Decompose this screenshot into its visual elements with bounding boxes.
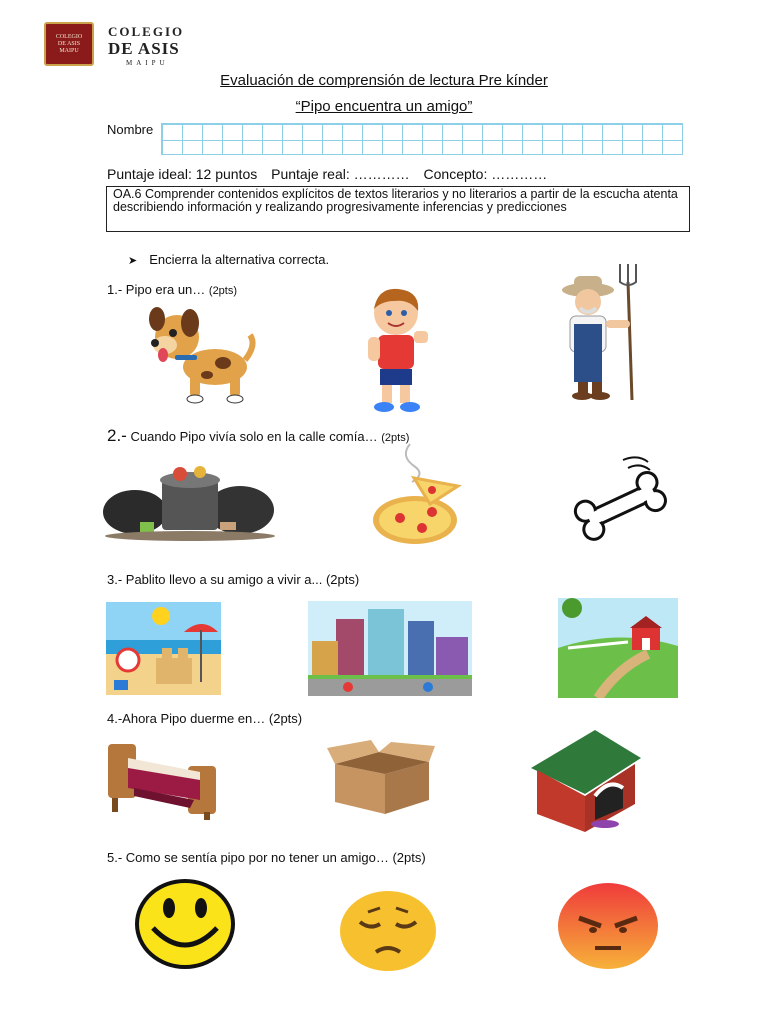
angry-face-icon[interactable] [557, 882, 659, 970]
school-name-line2: DE ASIS [108, 39, 180, 58]
school-name-line3: MAIPU [126, 59, 169, 67]
question-points: (2pts) [325, 572, 360, 587]
name-label: Nombre [107, 122, 154, 137]
question-text: 5.- Como se sentía pipo por no tener un amigo… [107, 850, 389, 865]
question-2 [107, 426, 409, 446]
question-4 [107, 711, 302, 726]
dog-icon[interactable] [145, 305, 260, 405]
question-number: 2.- [107, 426, 127, 445]
farmer-icon[interactable] [558, 262, 643, 402]
question-5 [107, 850, 426, 865]
question-text: 4.-Ahora Pipo duerme en… [107, 711, 266, 726]
happy-face-icon[interactable] [133, 878, 237, 970]
school-shield-icon: COLEGIO DE ASIS MAIPU [44, 22, 94, 66]
real-score: Puntaje real: ………… [271, 166, 410, 182]
concept-score: Concepto: ………… [423, 166, 548, 182]
doghouse-icon[interactable] [525, 724, 645, 834]
boy-icon[interactable] [364, 285, 434, 415]
beach-icon[interactable] [106, 602, 221, 695]
objective-box: OA.6 Comprender contenidos explícitos de textos literarios y no literarios a partir de la escucha atenta describiendo información y realizando progresivamente inferencias y predicciones [106, 186, 690, 232]
arrow-bullet-icon: ➤ [128, 255, 138, 267]
bone-icon[interactable] [568, 450, 673, 550]
question-text: 1.- Pipo era un… [107, 282, 206, 297]
box-icon[interactable] [325, 740, 435, 816]
question-3 [107, 572, 359, 587]
instruction [128, 252, 329, 267]
question-points: (2pts) [392, 850, 426, 865]
question-text: 3.- Pablito llevo a su amigo a vivir a... [107, 572, 323, 587]
garbage-icon[interactable] [100, 462, 280, 542]
ideal-score: Puntaje ideal: 12 puntos [107, 166, 258, 182]
question-text: Cuando Pipo vivía solo en la calle comía… [130, 429, 378, 444]
story-title: “Pipo encuentra un amigo” [295, 98, 473, 115]
school-name [108, 24, 184, 67]
instruction-text: Encierra la alternativa correcta. [149, 252, 330, 267]
question-points: (2pts) [381, 432, 410, 444]
sad-face-icon[interactable] [338, 890, 438, 972]
question-1 [107, 282, 237, 297]
bed-icon[interactable] [104, 738, 222, 820]
pizza-icon[interactable] [370, 442, 465, 547]
farm-icon[interactable] [558, 598, 678, 698]
name-writing-grid[interactable] [161, 123, 683, 155]
school-name-line1: COLEGIO [108, 24, 185, 39]
question-points: (2pts) [208, 285, 238, 297]
school-logo [44, 22, 94, 66]
score-line [107, 166, 557, 182]
page-title: Evaluación de comprensión de lectura Pre kínder [220, 72, 548, 89]
city-icon[interactable] [308, 601, 472, 696]
question-points: (2pts) [268, 711, 303, 726]
